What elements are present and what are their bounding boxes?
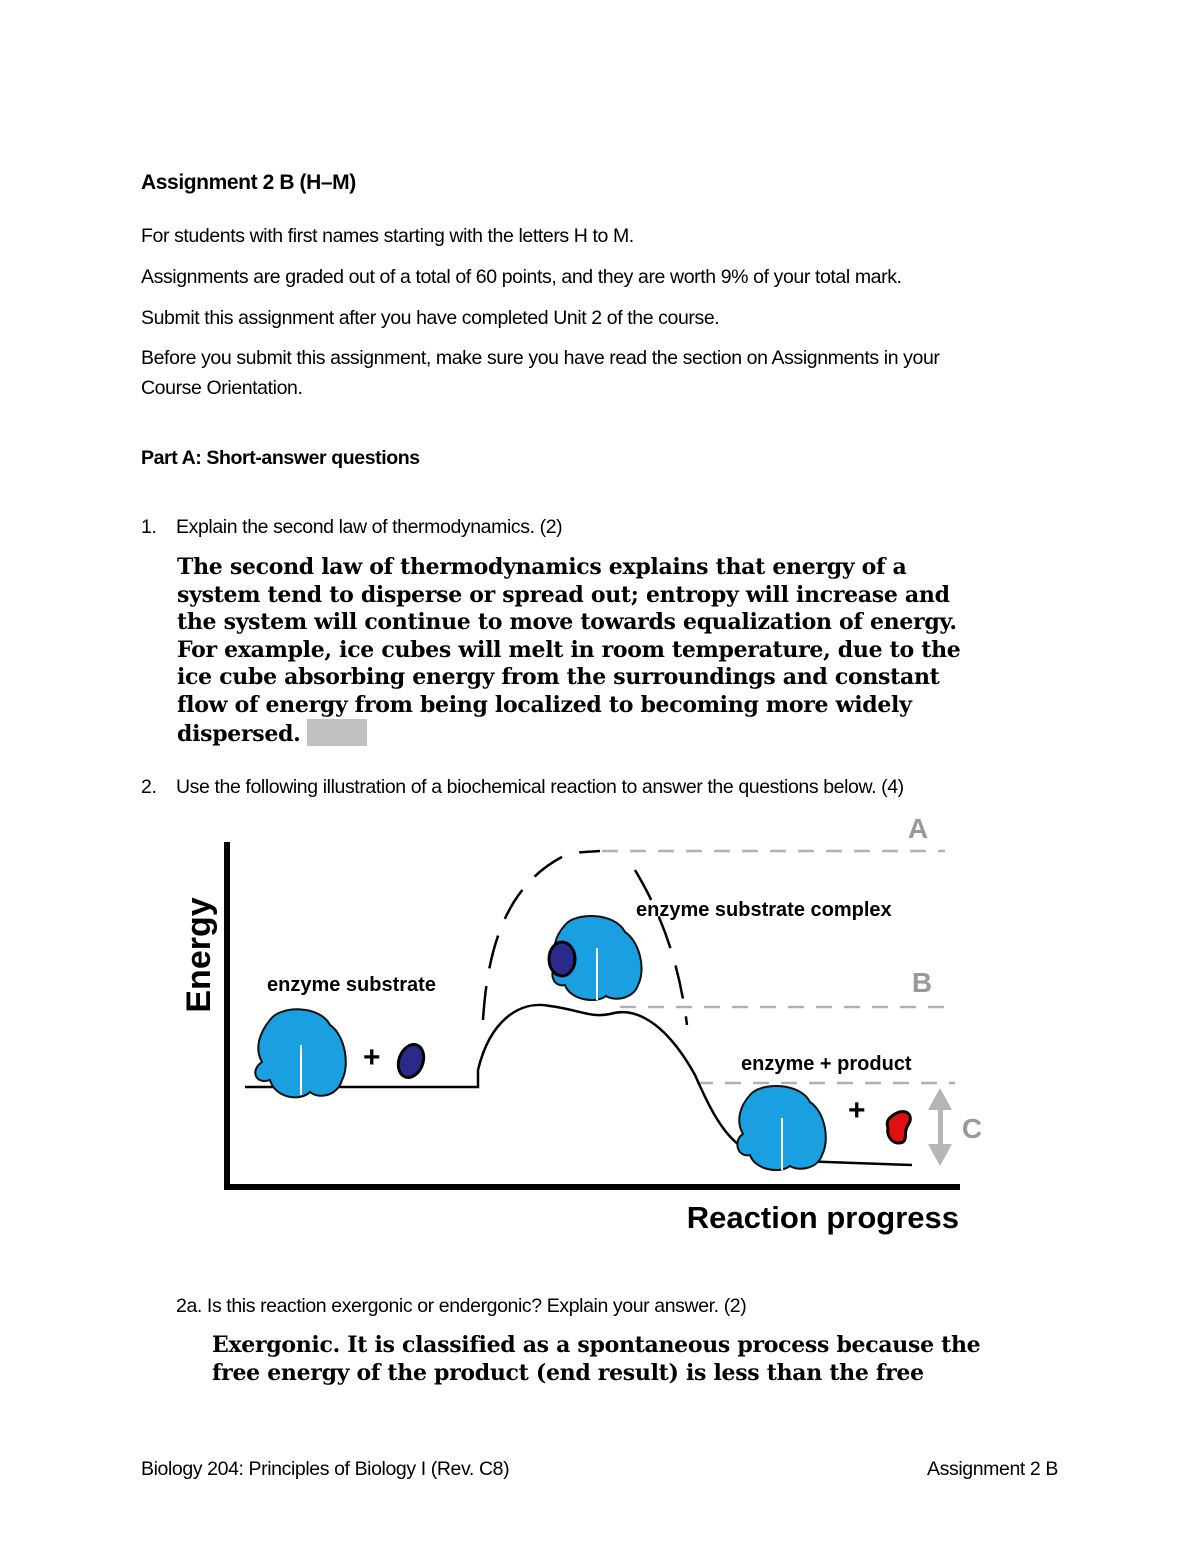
answer-line: The second law of thermodynamics explains that energy of a: [177, 554, 907, 580]
answer-line: flow of energy from being localized to becoming more widely: [177, 691, 912, 718]
answer-line: the system will continue to move towards equalization of energy.: [177, 609, 957, 635]
answer-line: ice cube absorbing energy from the surroundings and constant: [177, 664, 940, 690]
footer-assignment: Assignment 2 B: [927, 1458, 1058, 1480]
intro-line: Assignments are graded out of a total of 60 points, and they are worth 9% of your total mark.: [141, 266, 902, 288]
q1-text: Explain the second law of thermodynamics. (2): [176, 516, 563, 538]
label-c: C: [961, 1113, 983, 1144]
label-a: A: [907, 813, 929, 844]
enzyme-product-label: enzyme + product: [741, 1053, 912, 1075]
q2-number: 2.: [141, 776, 157, 798]
enzyme-icon: [255, 1009, 345, 1097]
energy-difference-arrow: [928, 1088, 952, 1166]
plus-sign: +: [848, 1094, 866, 1127]
answer-line: Exergonic. It is classified as a spontaneous process because the: [212, 1332, 981, 1358]
reference-lines: [602, 851, 955, 1083]
complex-label: enzyme substrate complex: [636, 899, 892, 921]
product-icon: [887, 1112, 910, 1143]
bound-substrate-icon: [549, 942, 575, 976]
enzyme-substrate-label: enzyme substrate: [267, 974, 436, 996]
footer-course: Biology 204: Principles of Biology I (Rev. C8): [141, 1458, 510, 1480]
intro-line: Course Orientation.: [141, 377, 303, 399]
q2a-text: 2a. Is this reaction exergonic or endergonic? Explain your answer. (2): [176, 1295, 747, 1317]
y-axis-label: Energy: [180, 897, 218, 1013]
label-b: B: [911, 967, 933, 998]
intro-line: Before you submit this assignment, make sure you have read the section on Assignments in your: [141, 347, 940, 369]
highlight-mark: [307, 719, 367, 746]
q2-text: Use the following illustration of a biochemical reaction to answer the questions below. (4): [176, 776, 904, 798]
substrate-icon: [394, 1041, 428, 1081]
answer-line: For example, ice cubes will melt in room temperature, due to the: [177, 636, 961, 663]
energy-diagram: [170, 813, 983, 1240]
answer-line: free energy of the product (end result) is less than the free: [212, 1359, 924, 1386]
part-a-heading: Part A: Short-answer questions: [141, 447, 420, 469]
intro-line: Submit this assignment after you have completed Unit 2 of the course.: [141, 307, 720, 329]
q2a-answer: [212, 1332, 980, 1387]
enzyme-icon: [737, 1086, 825, 1170]
intro-line: For students with first names starting with the letters H to M.: [141, 225, 634, 247]
q1-answer: [177, 554, 961, 749]
assignment-title: Assignment 2 B (H–M): [141, 171, 356, 194]
plus-sign: +: [363, 1041, 381, 1074]
x-axis-label: Reaction progress: [686, 1200, 959, 1235]
complex-enzyme-icon: [549, 916, 642, 1000]
answer-line: system tend to disperse or spread out; entropy will increase and: [177, 581, 950, 608]
answer-line: dispersed.: [177, 721, 301, 747]
q1-number: 1.: [141, 516, 157, 538]
